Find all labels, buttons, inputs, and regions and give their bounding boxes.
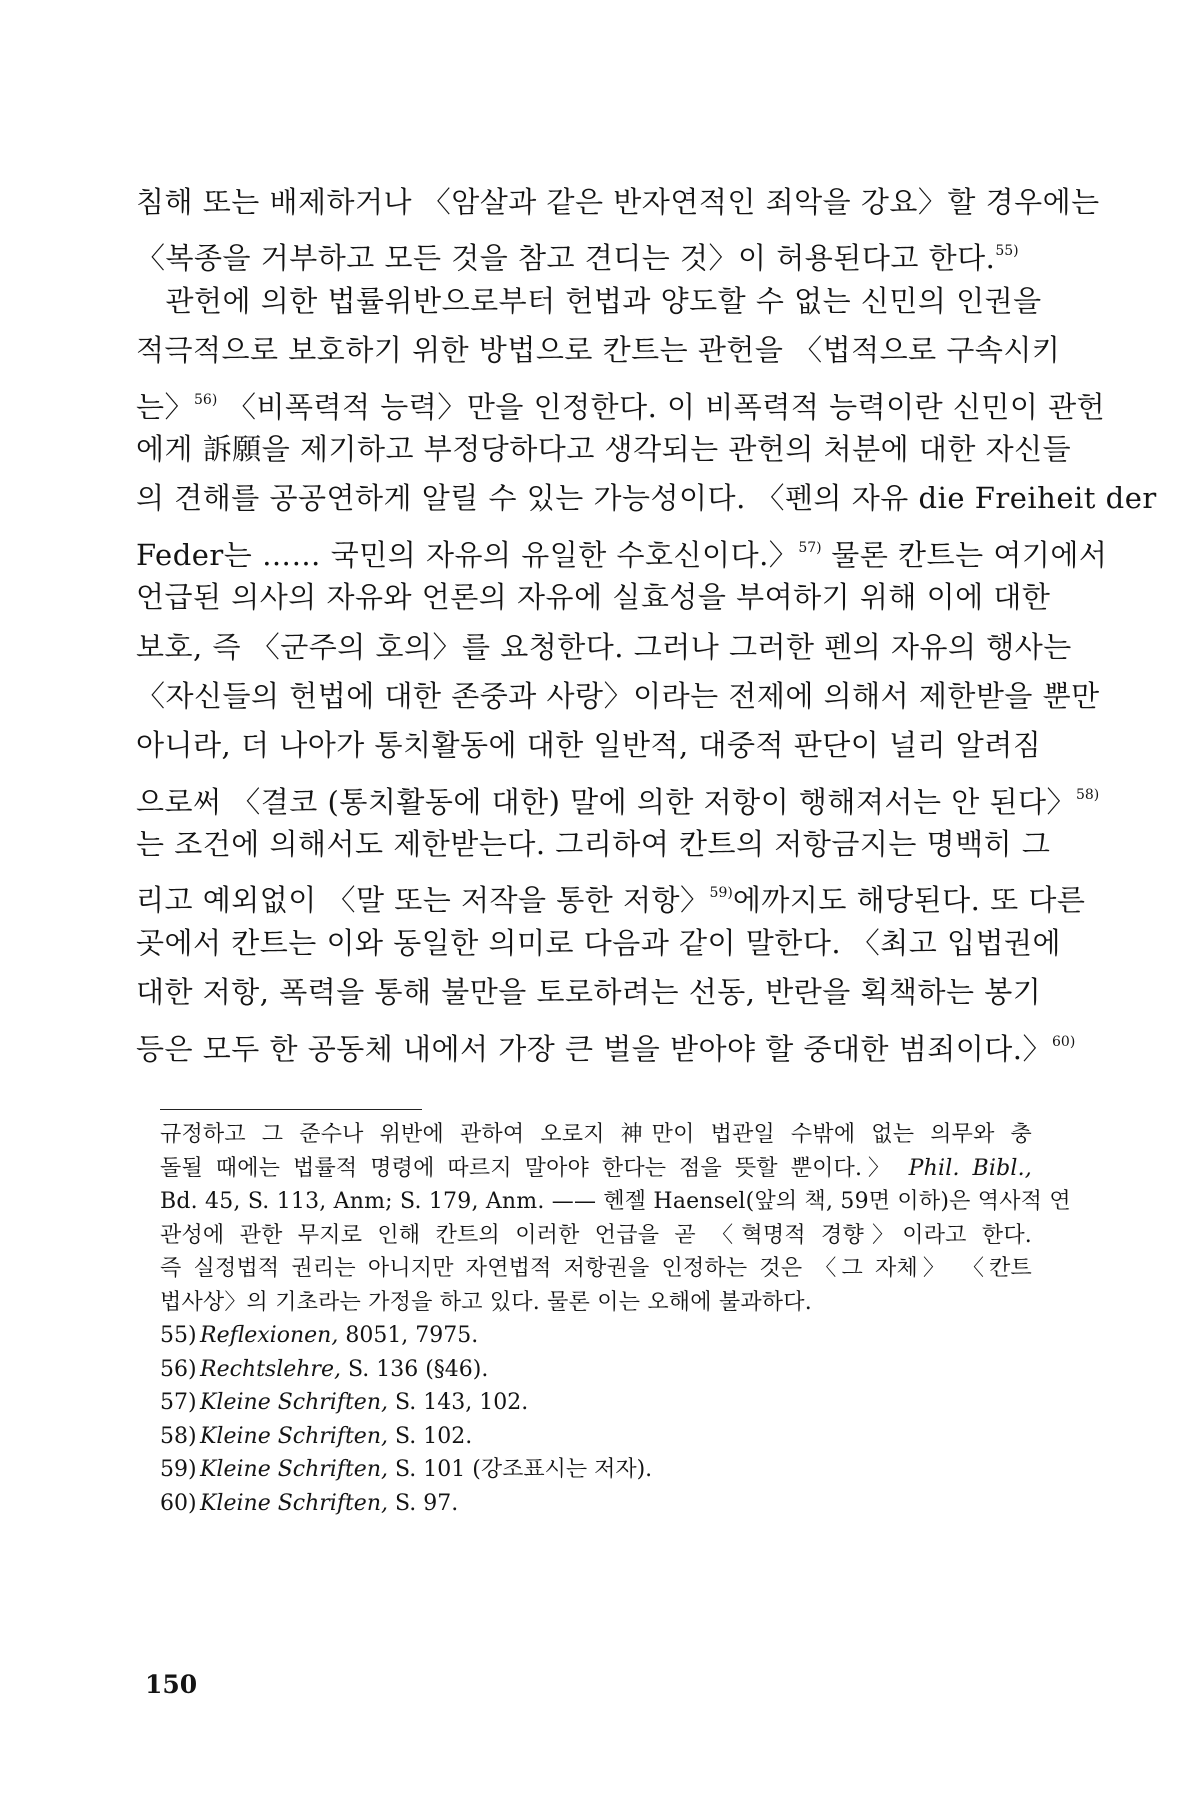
line-text: 곳에서 칸트는 이와 동일한 의미로 다음과 같이 말한다. 〈최고 입법권에 — [136, 925, 1062, 960]
line-text-tail: 에까지도 해당된다. 또 다른 — [732, 883, 1086, 918]
text-line — [136, 721, 1042, 770]
footnote-56 — [160, 1353, 1032, 1387]
line-text: 언급된 의사의 자유와 언론의 자유에 실효성을 부여하기 위해 이에 대한 — [136, 580, 1051, 615]
footnote-text-line — [160, 1118, 1032, 1152]
footnote-58 — [160, 1420, 1032, 1454]
footnote-number: 59) — [160, 1457, 197, 1482]
footnote-line-text: Bd. 45, S. 113, Anm; S. 179, Anm. —— 헨젤 Haensel(앞의 책, 59면 이하)은 역사적 연 — [160, 1189, 1071, 1214]
text-line — [136, 178, 1100, 227]
footnote-ref: 60) — [1052, 1033, 1076, 1050]
footnote-line-text: 관성에 관한 무지로 인해 칸트의 이러한 언급을 곧 〈혁명적 경향〉이라고 한다. — [160, 1222, 1032, 1248]
line-text: 침해 또는 배제하거나 〈암살과 같은 반자연적인 죄악을 강요〉할 경우에는 — [136, 185, 1100, 219]
footnote-continuation — [160, 1118, 1071, 1319]
line-text-tail: 〈비폭력적 능력〉만을 인정한다. 이 비폭력적 능력이란 신민이 관헌 — [217, 389, 1106, 424]
footnote-source-title: Kleine Schriften, — [200, 1490, 388, 1516]
main-text-body — [136, 178, 1157, 1067]
line-text: Feder는 …… 국민의 자유의 유일한 수호신이다.〉 — [136, 537, 799, 572]
footnote-source-title: Kleine Schriften, — [200, 1457, 388, 1482]
footnote-text-line — [160, 1152, 1032, 1186]
footnote-source-detail: S. 102. — [388, 1423, 473, 1449]
text-line — [136, 474, 1157, 523]
line-text: 보호, 즉 〈군주의 호의〉를 요청한다. 그러나 그러한 펜의 자유의 행사는 — [136, 629, 1072, 664]
footnote-ref: 58) — [1075, 786, 1100, 803]
text-line — [136, 672, 1100, 721]
footnote-number: 60) — [160, 1490, 197, 1516]
text-line — [136, 227, 1032, 276]
footnote-55 — [160, 1319, 1032, 1353]
line-text: 에게 訴願을 제기하고 부정당하다고 생각되는 관헌의 처분에 대한 자신들 — [136, 431, 1072, 466]
line-text-tail: 물론 칸트는 여기에서 — [821, 537, 1108, 572]
line-text: 관헌에 의한 법률위반으로부터 헌법과 양도할 수 없는 신민의 인권을 — [136, 283, 1042, 318]
text-line — [136, 968, 1042, 1017]
footnotes-section — [160, 1118, 1071, 1520]
footnote-source-title: Kleine Schriften, — [200, 1390, 388, 1415]
footnote-line-text: 법사상〉의 기초라는 가정을 하고 있다. 물론 이는 오해에 불과하다. — [160, 1289, 812, 1315]
text-line — [136, 326, 1061, 375]
line-text: 는〉 — [136, 389, 195, 424]
footnote-line-text: 즉 실정법적 권리는 아니지만 자연법적 저항권을 인정하는 것은 〈그 자체〉 〈칸트 — [160, 1256, 1032, 1281]
text-line — [136, 623, 1072, 672]
text-line — [136, 820, 1051, 869]
text-line — [136, 524, 1108, 573]
text-line — [136, 869, 1086, 918]
footnote-source-title: Reflexionen, — [200, 1323, 339, 1348]
footnote-citation: Phil. Bibl., — [908, 1155, 1033, 1181]
page-number: 150 — [145, 1670, 198, 1699]
line-text: 등은 모두 한 공동체 내에서 가장 큰 벌을 받아야 할 중대한 범죄이다.〉 — [136, 1031, 1052, 1066]
footnote-list — [160, 1319, 1032, 1520]
line-text: 는 조건에 의해서도 제한받는다. 그리하여 칸트의 저항금지는 명백히 그 — [136, 827, 1051, 862]
line-text: 으로써 〈결코 (통치활동에 대한) 말에 의한 저항이 행해져서는 안 된다〉 — [136, 784, 1076, 819]
footnote-number: 56) — [160, 1356, 197, 1382]
line-text: 리고 예외없이 〈말 또는 저작을 통한 저항〉 — [136, 883, 710, 918]
footnote-source-detail: 8051, 7975. — [338, 1323, 479, 1348]
footnote-source-detail: S. 143, 102. — [388, 1390, 529, 1415]
footnote-line-text: 규정하고 그 준수나 위반에 관하여 오로지 神만이 법관일 수밖에 없는 의무와 충 — [160, 1122, 1032, 1147]
footnote-text-line — [160, 1252, 1032, 1286]
text-line — [136, 919, 1062, 968]
text-line — [136, 771, 1100, 820]
text-line — [136, 277, 1042, 326]
footnote-57 — [160, 1386, 1032, 1420]
line-text: 대한 저항, 폭력을 통해 불만을 토로하려는 선동, 반란을 획책하는 봉기 — [136, 975, 1042, 1010]
footnote-source-title: Rechtslehre, — [200, 1356, 341, 1382]
text-line — [136, 376, 1106, 425]
footnote-number: 57) — [160, 1390, 197, 1415]
footnote-source-detail: S. 101 (강조표시는 저자). — [388, 1457, 653, 1482]
text-line — [136, 1018, 1076, 1067]
line-text: 의 견해를 공공연하게 알릴 수 있는 가능성이다. 〈펜의 자유 die Freiheit der — [136, 481, 1157, 516]
text-line — [136, 573, 1051, 622]
footnote-separator — [160, 1109, 422, 1110]
footnote-text-line — [160, 1219, 1032, 1253]
footnote-text-line — [160, 1185, 1071, 1219]
line-text: 〈자신들의 헌법에 대한 존중과 사랑〉이라는 전제에 의해서 제한받을 뿐만 — [136, 678, 1100, 713]
footnote-59 — [160, 1453, 1032, 1487]
footnote-number: 58) — [160, 1423, 197, 1449]
footnote-ref: 57) — [798, 539, 822, 556]
text-line — [136, 425, 1072, 474]
footnote-line-text: 돌될 때에는 법률적 명령에 따르지 말아야 한다는 점을 뜻할 뿐이다.〉 — [160, 1155, 909, 1181]
footnote-60 — [160, 1487, 1032, 1521]
footnote-source-title: Kleine Schriften, — [200, 1423, 388, 1449]
footnote-ref: 59) — [709, 885, 733, 902]
line-text: 〈복종을 거부하고 모든 것을 참고 견디는 것〉이 허용된다고 한다. — [136, 241, 996, 276]
footnote-ref: 55) — [995, 243, 1019, 260]
footnote-source-detail: S. 97. — [388, 1490, 459, 1516]
footnote-ref: 56) — [194, 391, 218, 408]
footnote-text-line — [160, 1286, 1032, 1320]
footnote-number: 55) — [160, 1323, 197, 1348]
line-text: 아니라, 더 나아가 통치활동에 대한 일반적, 대중적 판단이 널리 알려짐 — [136, 728, 1042, 763]
line-text: 적극적으로 보호하기 위한 방법으로 칸트는 관헌을 〈법적으로 구속시키 — [136, 333, 1061, 368]
footnote-source-detail: S. 136 (§46). — [340, 1356, 489, 1382]
